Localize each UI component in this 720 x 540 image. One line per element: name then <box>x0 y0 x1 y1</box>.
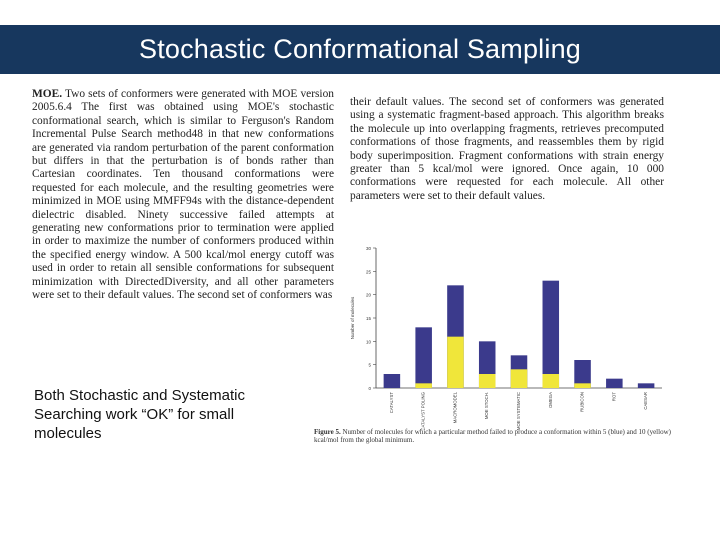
slide-title: Stochastic Conformational Sampling <box>138 34 582 64</box>
y-tick-label: 20 <box>365 292 371 298</box>
bar-blue-8 <box>606 379 623 388</box>
bar-blue-9 <box>638 383 655 388</box>
paper-text-left <box>32 88 334 342</box>
figure-caption-lead: Figure 5. <box>314 428 341 436</box>
x-tick-label: ROT <box>611 392 617 402</box>
bar-yellow-7 <box>574 383 591 388</box>
paper-text-right: their default values. The second set of conformers was generated using a systematic fragment-based approach. This algorithm breaks the molecule up into overlapping fragments, retrieves precomputed conformations of those fragments, and reassembles them by rigid body superimposition. Fragment conformations with strain energy greater than 5 kcal/mol were ignored. Once again, 10 000 conformations were requested for each molecule. All other parameters were set to their default values. <box>350 96 664 202</box>
bar-yellow-6 <box>543 374 560 388</box>
bar-blue-6 <box>543 281 560 388</box>
y-tick-label: 30 <box>365 246 371 251</box>
y-tick-label: 0 <box>368 386 371 391</box>
slide-title-bar <box>0 25 720 74</box>
x-tick-label: OMEGA <box>547 392 553 408</box>
bar-yellow-3 <box>447 337 464 388</box>
bar-blue-1 <box>384 374 401 388</box>
x-tick-label: CATALYST <box>388 392 394 414</box>
x-tick-label: RUBICON <box>579 392 585 412</box>
y-axis-label: Number of molecules <box>350 296 355 340</box>
paper-body-left: Two sets of conformers were generated with MOE version 2005.6.4 The first was obtained using MOE's stochastic conformational search, which is similar to Ferguson's Random Incremental Pulse Search method48 in that new conformations are generated via random perturbation of the parent conformation but differs in that the perturbation is of bonds rather than Cartesian coordinates. Ten thousand conformations were requested for each molecule, and the resulting geometries were minimized in MOE using MMFF94s with the distance-dependent dielectric disabled. Ninety successive failed attempts at generating new conformations prior to termination were applied in order to maximize the number of conformers produced within the specified energy window. A 500 kcal/mol energy cutoff was used in order to retain all sensible conformations for subsequent minimization with DirectedDiversity, and all other parameters were set to their default values. The second set of conformers was <box>32 88 334 302</box>
y-tick-label: 10 <box>365 339 371 345</box>
x-tick-label: CAESAR <box>643 392 649 410</box>
bar-yellow-4 <box>479 374 496 388</box>
bar-chart <box>340 240 670 430</box>
x-tick-label: MOE STOCH. <box>484 392 490 420</box>
y-tick-label: 25 <box>365 269 371 275</box>
figure-caption <box>314 428 684 445</box>
slide-caption: Both Stochastic and Systematic Searching work “OK” for small molecules <box>34 387 245 442</box>
bar-yellow-5 <box>511 369 528 388</box>
bar-blue-2 <box>415 327 432 388</box>
paper-lead: MOE. <box>32 88 63 100</box>
x-tick-label: MACROMODEL <box>452 392 458 424</box>
x-tick-label: MOE SYSTEMATIC <box>516 392 521 430</box>
figure-caption-text: Number of molecules for which a particular method failed to produce a conformation within 5 (blue) and 10 (yellow) kcal/mol from the global minimum. <box>314 428 671 445</box>
y-tick-label: 15 <box>365 316 371 321</box>
figure-chart <box>340 240 670 430</box>
y-tick-label: 5 <box>368 362 371 368</box>
x-tick-label: CATALYST POLING <box>420 392 426 430</box>
bar-yellow-2 <box>415 383 432 388</box>
